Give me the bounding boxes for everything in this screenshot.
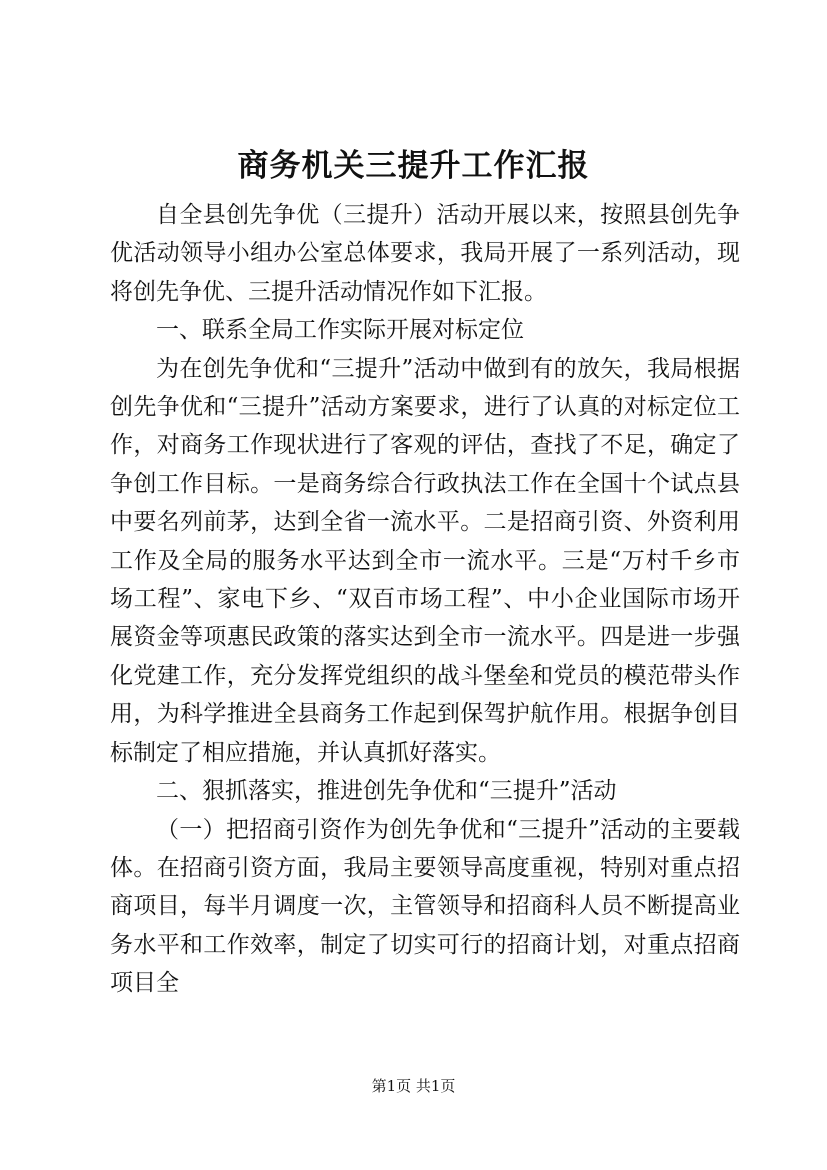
document-title: 商务机关三提升工作汇报 bbox=[237, 148, 590, 184]
section-heading-2: 二、狠抓落实，推进创先争优和“三提升”活动 bbox=[156, 778, 617, 805]
paragraph-targets: 为在创先争优和“三提升”活动中做到有的放矢，我局根据创先争优和“三提升”活动方案要求，进行了认真的对标定位工作，对商务工作现状进行了客观的评估，查找了不足，确定了争创工作目标。一是商务综合行政执法工作在全国十个试点县中要名列前茅，达到全省一流水平。二是招商引资、外资利用工作及全局的服务水平达到全市一流水平。三是“万村千乡市场工程”、家电下乡、“双百市场工程”、中小企业国际市场开展资金等项惠民政策的落实达到全市一流水平。四是进一步强化党建工作，充分发挥党组织的战斗堡垒和党员的模范带头作用，为科学推进全县商务工作起到保驾护航作用。根据争创目标制定了相应措施，并认真抓好落实。 bbox=[110, 355, 740, 766]
paragraph-investment: （一）把招商引资作为创先争优和“三提升”活动的主要载体。在招商引资方面，我局主要领导高度重视，特别对重点招商项目，每半月调度一次，主管领导和招商科人员不断提高业务水平和工作效率，制定了切实可行的招商计划，对重点招商项目全 bbox=[110, 816, 740, 997]
document-body bbox=[110, 196, 740, 1003]
page-footer: 第1页 共1页 bbox=[371, 1077, 456, 1095]
section-heading-1: 一、联系全局工作实际开展对标定位 bbox=[156, 317, 524, 344]
paragraph-intro: 自全县创先争优（三提升）活动开展以来，按照县创先争优活动领导小组办公室总体要求，我局开展了一系列活动，现将创先争优、三提升活动情况作如下汇报。 bbox=[110, 202, 740, 305]
